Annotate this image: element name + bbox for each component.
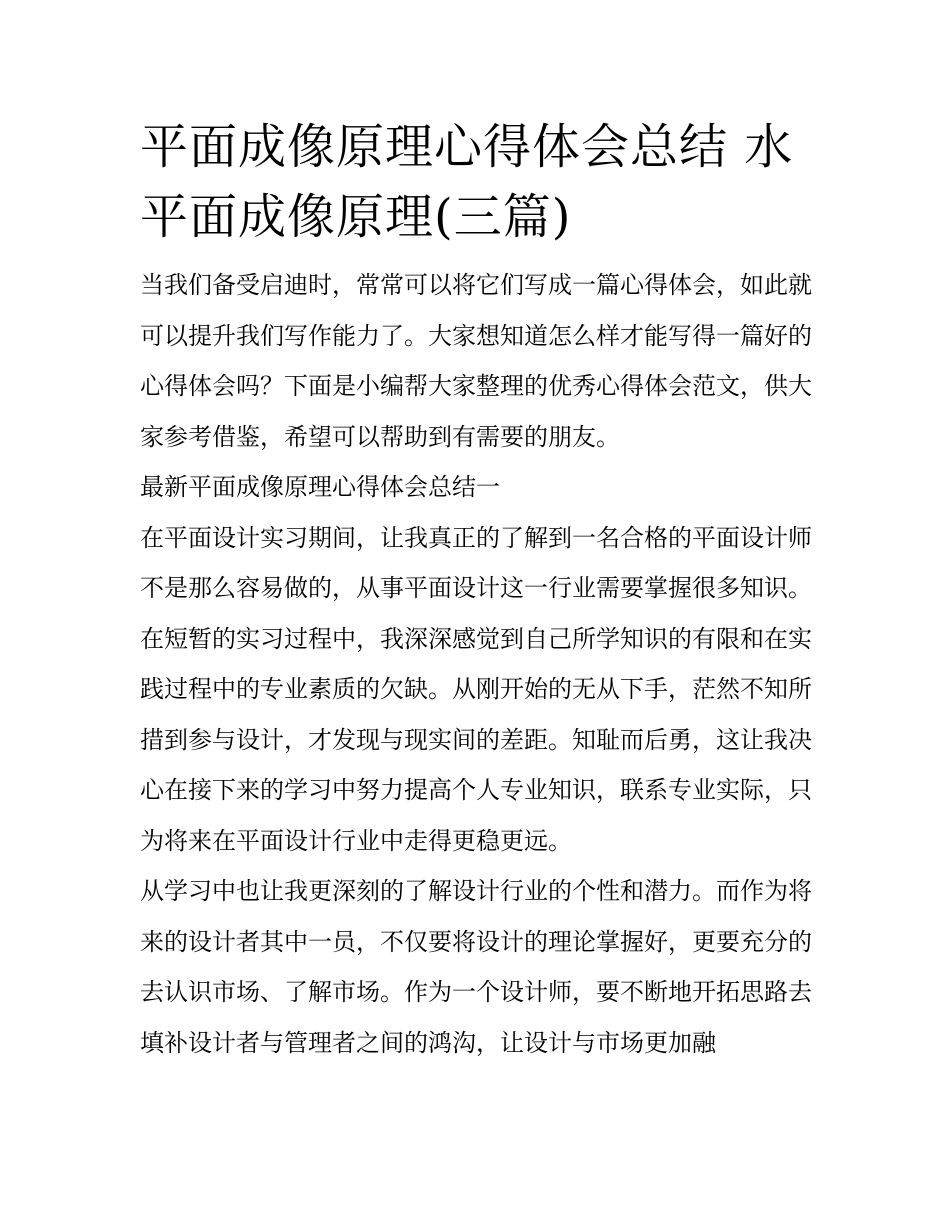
body-paragraph: 在平面设计实习期间，让我真正的了解到一名合格的平面设计师不是那么容易做的，从事平面设计这一行业需要掌握很多知识。在短暂的实习过程中，我深深感觉到自己所学知识的有限和在实践过程中的专业素质的欠缺。从刚开始的无从下手，茫然不知所措到参与设计，才发现与现实间的差距。知耻而后勇，这让我决心在接下来的学习中努力提高个人专业知识，联系专业实际，只为将来在平面设计行业中走得更稳更远。: [140, 523, 812, 855]
intro-paragraph: 当我们备受启迪时，常常可以将它们写成一篇心得体会，如此就可以提升我们写作能力了。大家想知道怎么样才能写得一篇好的心得体会吗？下面是小编帮大家整理的优秀心得体会范文，供大家参考借鉴，希望可以帮助到有需要的朋友。: [140, 271, 812, 451]
document-title: 平面成像原理心得体会总结 水平面成像原理(三篇): [140, 119, 794, 245]
body-paragraph: 从学习中也让我更深刻的了解设计行业的个性和潜力。而作为将来的设计者其中一员，不仅要将设计的理论掌握好，更要充分的去认识市场、了解市场。作为一个设计师，要不断地开拓思路去填补设计者与管理者之间的鸿沟，让设计与市场更加融: [140, 877, 812, 1057]
document-body: [140, 112, 812, 1068]
section-heading: 最新平面成像原理心得体会总结一: [140, 473, 500, 501]
